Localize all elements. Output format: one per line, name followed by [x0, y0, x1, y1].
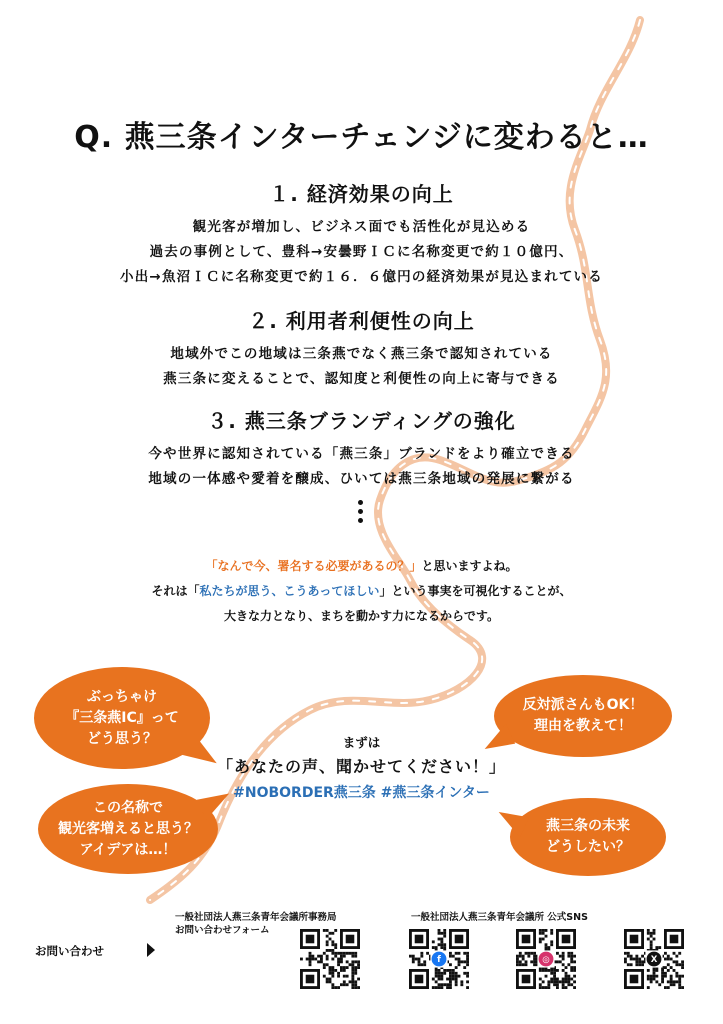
x-icon-glyph: X	[650, 955, 658, 966]
message-line-3: 大きな力となり、まちを動かす力になるからです。	[224, 609, 499, 623]
instagram-icon-glyph: ◎	[542, 955, 550, 966]
section-heading: １. 経済効果の向上	[269, 182, 454, 206]
message-text: 」という事実を可視化することが、	[379, 584, 572, 598]
speech-bubble-tourism: この名称で 観光客増えると思う？ アイデアは…！	[38, 784, 218, 874]
message-text: と思いますよね。	[421, 559, 518, 573]
section-line: 過去の事例として、豊科→安曇野ＩＣに名称変更で約１０億円、	[149, 244, 574, 260]
call-main: 「あなたの声、聞かせてください！」	[216, 757, 506, 776]
section-economic	[0, 178, 723, 290]
qr-code-x[interactable]	[624, 929, 684, 989]
qr-code-instagram[interactable]	[516, 929, 576, 989]
section-line: 地域外でこの地域は三条燕でなく燕三条で認知されている	[170, 346, 553, 362]
speech-bubble-opinion: ぶっちゃけ 『三条燕IC』って どう思う？	[34, 667, 210, 769]
qr-code-facebook[interactable]	[409, 929, 469, 989]
speech-bubble-opposition: 反対派さんもOK！ 理由を教えて！	[494, 675, 672, 757]
section-heading: ２. 利用者利便性の向上	[248, 309, 475, 333]
contact-label: お問い合わせ	[35, 944, 104, 958]
page-title: Q. 燕三条インターチェンジに変わると…	[74, 120, 649, 155]
message-text: それは「	[151, 584, 200, 598]
call-lead: まずは	[342, 735, 381, 750]
section-heading: ３. 燕三条ブランディングの強化	[207, 409, 516, 433]
message-line-1	[0, 554, 723, 579]
section-branding	[0, 405, 723, 492]
section-line: 燕三条に変えることで、認知度と利便性の向上に寄与できる	[163, 371, 560, 387]
message-highlight-orange: 「なんで今、署名する必要があるの？」	[205, 559, 422, 573]
hashtags: #NOBORDER燕三条 #燕三条インター	[233, 785, 490, 801]
section-line: 今や世界に認知されている「燕三条」ブランドをより確立できる	[148, 446, 575, 462]
vertical-ellipsis	[355, 500, 365, 527]
qr-code-contact-form[interactable]	[300, 929, 360, 989]
footer-form-label: お問い合わせフォーム	[175, 925, 270, 936]
facebook-icon-glyph: f	[437, 955, 441, 966]
footer-office: 一般社団法人燕三条青年会議所事務局	[175, 912, 337, 923]
footer-sns-label: 一般社団法人燕三条青年会議所 公式SNS	[411, 912, 588, 923]
arrow-right-icon	[147, 943, 155, 957]
speech-bubble-future: 燕三条の未来 どうしたい？	[510, 798, 666, 876]
dot	[358, 509, 363, 514]
message-highlight-blue: 私たちが思う、こうあってほしい	[199, 584, 380, 598]
section-convenience	[0, 305, 723, 392]
section-line: 地域の一体感や愛着を醸成、ひいては燕三条地域の発展に繋がる	[148, 471, 575, 487]
section-line: 小出→魚沼ＩＣに名称変更で約１６．６億円の経済効果が見込まれている	[120, 269, 603, 285]
message-line-2	[0, 579, 723, 604]
dot	[358, 500, 363, 505]
dot	[358, 518, 363, 523]
section-line: 観光客が増加し、ビジネス面でも活性化が見込める	[192, 219, 531, 235]
